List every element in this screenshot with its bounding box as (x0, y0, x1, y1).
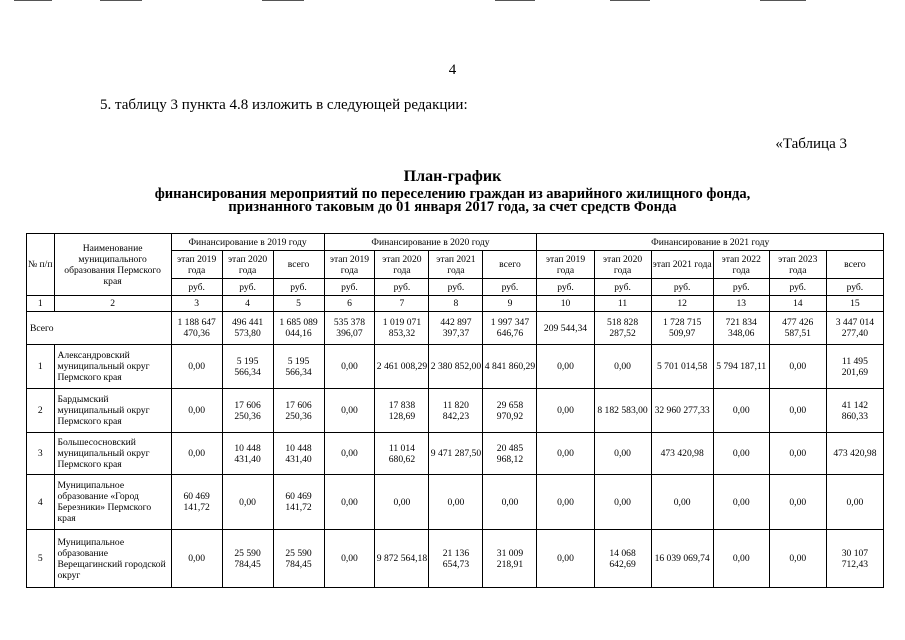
unit-cell-11: руб. (713, 279, 769, 296)
amount-cell: 31 009 218,91 (483, 530, 537, 588)
row-number: 2 (27, 389, 55, 433)
amount-cell: 11 014 680,62 (375, 433, 429, 475)
amount-cell: 25 590 784,45 (222, 530, 273, 588)
municipality-name: Муниципальное образование Верещагинский городской округ (54, 530, 171, 588)
unit-cell-6: руб. (429, 279, 483, 296)
header-group-2020: Финансирование в 2020 году (324, 234, 537, 251)
amount-cell: 0,00 (537, 345, 594, 389)
amount-cell: 0,00 (324, 530, 375, 588)
unit-cell-7: руб. (483, 279, 537, 296)
stage-header-7: всего (483, 251, 537, 279)
stage-header-13: всего (826, 251, 883, 279)
top-rule-3 (262, 0, 304, 1)
amount-cell: 0,00 (826, 475, 883, 530)
total-value-5: 1 019 071 853,32 (375, 312, 429, 345)
amount-cell: 0,00 (324, 389, 375, 433)
column-number-9: 9 (483, 296, 537, 312)
total-value-3: 1 685 089 044,16 (273, 312, 324, 345)
table-row (27, 475, 884, 530)
total-value-9: 518 828 287,52 (594, 312, 651, 345)
amount-cell: 60 469 141,72 (273, 475, 324, 530)
amount-cell: 0,00 (537, 389, 594, 433)
amount-cell: 0,00 (594, 345, 651, 389)
amount-cell: 5 195 566,34 (222, 345, 273, 389)
header-group-2021: Финансирование в 2021 году (537, 234, 884, 251)
amount-cell: 0,00 (594, 475, 651, 530)
stage-header-2: этап 2020 года (222, 251, 273, 279)
column-number-4: 4 (222, 296, 273, 312)
stage-header-6: этап 2021 года (429, 251, 483, 279)
column-number-14: 14 (769, 296, 826, 312)
amount-cell: 0,00 (171, 530, 222, 588)
column-number-10: 10 (537, 296, 594, 312)
amount-cell: 17 606 250,36 (222, 389, 273, 433)
amount-cell: 0,00 (769, 433, 826, 475)
unit-cell-5: руб. (375, 279, 429, 296)
page-number: 4 (448, 62, 457, 78)
unit-cell-1: руб. (171, 279, 222, 296)
amount-cell: 30 107 712,43 (826, 530, 883, 588)
amount-cell: 20 485 968,12 (483, 433, 537, 475)
amount-cell: 0,00 (324, 433, 375, 475)
amount-cell: 0,00 (171, 389, 222, 433)
row-number: 5 (27, 530, 55, 588)
header-row-groups (27, 234, 884, 251)
amount-cell: 0,00 (651, 475, 713, 530)
stage-header-8: этап 2019 года (537, 251, 594, 279)
top-rule-5 (610, 0, 650, 1)
amount-cell: 0,00 (713, 475, 769, 530)
intro-text: 5. таблицу 3 пункта 4.8 изложить в следующей редакции: (100, 97, 468, 113)
amount-cell: 0,00 (171, 345, 222, 389)
table-row (27, 389, 884, 433)
column-number-13: 13 (713, 296, 769, 312)
amount-cell: 0,00 (537, 530, 594, 588)
amount-cell: 32 960 277,33 (651, 389, 713, 433)
column-number-3: 3 (171, 296, 222, 312)
column-number-7: 7 (375, 296, 429, 312)
amount-cell: 5 701 014,58 (651, 345, 713, 389)
column-number-1: 1 (27, 296, 55, 312)
stage-header-3: всего (273, 251, 324, 279)
unit-cell-2: руб. (222, 279, 273, 296)
total-value-7: 1 997 347 646,76 (483, 312, 537, 345)
table-row (27, 530, 884, 588)
total-value-8: 209 544,34 (537, 312, 594, 345)
amount-cell: 11 495 201,69 (826, 345, 883, 389)
unit-cell-10: руб. (651, 279, 713, 296)
column-number-11: 11 (594, 296, 651, 312)
total-value-2: 496 441 573,80 (222, 312, 273, 345)
amount-cell: 10 448 431,40 (222, 433, 273, 475)
amount-cell: 11 820 842,23 (429, 389, 483, 433)
amount-cell: 0,00 (375, 475, 429, 530)
amount-cell: 0,00 (537, 475, 594, 530)
top-rule-1 (14, 0, 52, 1)
municipality-name: Александровский муниципальный округ Пермского края (54, 345, 171, 389)
total-value-10: 1 728 715 509,97 (651, 312, 713, 345)
stage-header-4: этап 2019 года (324, 251, 375, 279)
stage-header-5: этап 2020 года (375, 251, 429, 279)
amount-cell: 60 469 141,72 (171, 475, 222, 530)
amount-cell: 2 380 852,00 (429, 345, 483, 389)
header-group-2019: Финансирование в 2019 году (171, 234, 324, 251)
stage-header-10: этап 2021 года (651, 251, 713, 279)
amount-cell: 5 794 187,11 (713, 345, 769, 389)
municipality-name: Большесосновский муниципальный округ Пермского края (54, 433, 171, 475)
amount-cell: 25 590 784,45 (273, 530, 324, 588)
amount-cell: 14 068 642,69 (594, 530, 651, 588)
total-row (27, 312, 884, 345)
header-municipality: Наименование муниципального образования Пермского края (54, 234, 171, 296)
amount-cell: 4 841 860,29 (483, 345, 537, 389)
column-number-12: 12 (651, 296, 713, 312)
total-value-11: 721 834 348,06 (713, 312, 769, 345)
unit-cell-9: руб. (594, 279, 651, 296)
total-value-4: 535 378 396,07 (324, 312, 375, 345)
amount-cell: 0,00 (769, 345, 826, 389)
amount-cell: 17 606 250,36 (273, 389, 324, 433)
amount-cell: 2 461 008,29 (375, 345, 429, 389)
unit-cell-12: руб. (769, 279, 826, 296)
amount-cell: 473 420,98 (651, 433, 713, 475)
column-number-row (27, 296, 884, 312)
top-rule-4 (495, 0, 535, 1)
column-number-6: 6 (324, 296, 375, 312)
unit-cell-13: руб. (826, 279, 883, 296)
amount-cell: 8 182 583,00 (594, 389, 651, 433)
table-reference: «Таблица 3 (775, 136, 847, 152)
column-number-15: 15 (826, 296, 883, 312)
stage-header-1: этап 2019 года (171, 251, 222, 279)
amount-cell: 0,00 (429, 475, 483, 530)
amount-cell: 0,00 (537, 433, 594, 475)
amount-cell: 0,00 (324, 345, 375, 389)
amount-cell: 41 142 860,33 (826, 389, 883, 433)
amount-cell: 0,00 (483, 475, 537, 530)
total-value-12: 477 426 587,51 (769, 312, 826, 345)
stage-header-11: этап 2022 года (713, 251, 769, 279)
amount-cell: 0,00 (713, 530, 769, 588)
amount-cell: 17 838 128,69 (375, 389, 429, 433)
table-row (27, 433, 884, 475)
amount-cell: 21 136 654,73 (429, 530, 483, 588)
financing-schedule-table (26, 233, 884, 588)
amount-cell: 0,00 (594, 433, 651, 475)
column-number-8: 8 (429, 296, 483, 312)
row-number: 4 (27, 475, 55, 530)
document-title: План-график (403, 168, 502, 185)
amount-cell: 0,00 (769, 475, 826, 530)
stage-header-9: этап 2020 года (594, 251, 651, 279)
row-number: 3 (27, 433, 55, 475)
amount-cell: 9 872 564,18 (375, 530, 429, 588)
total-value-6: 442 897 397,37 (429, 312, 483, 345)
amount-cell: 29 658 970,92 (483, 389, 537, 433)
unit-cell-3: руб. (273, 279, 324, 296)
header-number: № п/п (27, 234, 55, 296)
stage-header-12: этап 2023 года (769, 251, 826, 279)
amount-cell: 0,00 (713, 389, 769, 433)
amount-cell: 0,00 (324, 475, 375, 530)
total-value-13: 3 447 014 277,40 (826, 312, 883, 345)
document-subtitle: финансирования мероприятий по переселению граждан из аварийного жилищного фонда, признанного таковым до 01 января 2017 года, за счет средств Фонда (154, 186, 751, 215)
top-rule-6 (760, 0, 806, 1)
row-number: 1 (27, 345, 55, 389)
amount-cell: 473 420,98 (826, 433, 883, 475)
unit-cell-8: руб. (537, 279, 594, 296)
column-number-2: 2 (54, 296, 171, 312)
amount-cell: 0,00 (769, 530, 826, 588)
top-rule-2 (100, 0, 142, 1)
amount-cell: 9 471 287,50 (429, 433, 483, 475)
amount-cell: 16 039 069,74 (651, 530, 713, 588)
municipality-name: Муниципальное образование «Город Березники» Пермского края (54, 475, 171, 530)
amount-cell: 5 195 566,34 (273, 345, 324, 389)
amount-cell: 10 448 431,40 (273, 433, 324, 475)
amount-cell: 0,00 (222, 475, 273, 530)
amount-cell: 0,00 (171, 433, 222, 475)
unit-cell-4: руб. (324, 279, 375, 296)
table-row (27, 345, 884, 389)
total-label: Всего (27, 312, 172, 345)
amount-cell: 0,00 (769, 389, 826, 433)
total-value-1: 1 188 647 470,36 (171, 312, 222, 345)
column-number-5: 5 (273, 296, 324, 312)
municipality-name: Бардымский муниципальный округ Пермского края (54, 389, 171, 433)
amount-cell: 0,00 (713, 433, 769, 475)
